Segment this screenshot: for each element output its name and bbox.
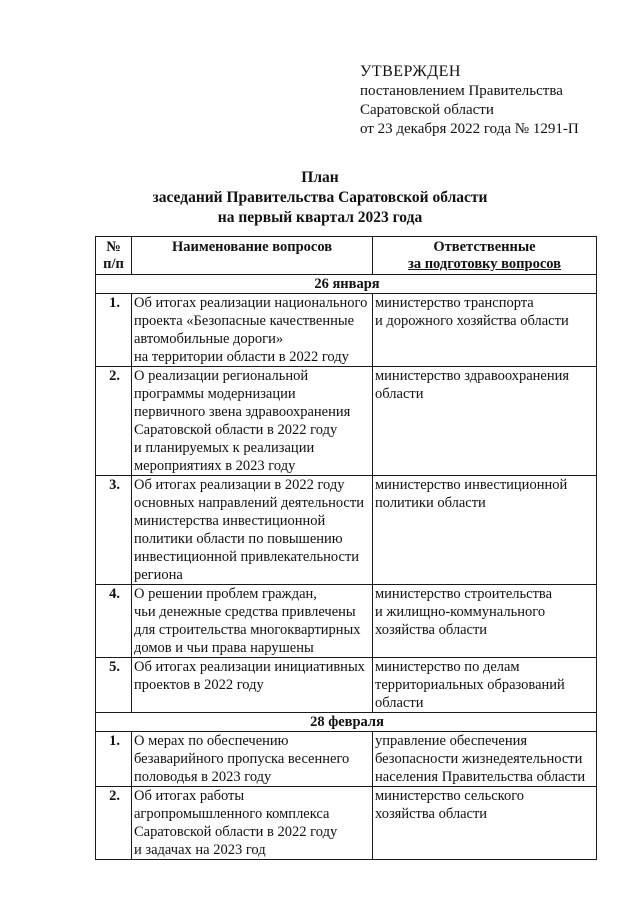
- row-responsible: министерство строительства и жилищно-коммунального хозяйства области: [373, 585, 597, 658]
- approval-line-3: от 23 декабря 2022 года № 1291-П: [360, 121, 579, 137]
- date-section-row: [96, 275, 597, 294]
- header-number: № п/п: [96, 237, 132, 275]
- row-responsible: министерство транспорта и дорожного хозяйства области: [373, 294, 597, 367]
- row-issue-name: О реализации региональной программы модернизации первичного звена здравоохранения Саратовской области в 2022 году и планируемых к реализации мероприятиях в 2023 году: [132, 367, 373, 476]
- section-date: 28 февраля: [96, 713, 597, 732]
- document-title: [0, 168, 640, 228]
- row-number: 5.: [96, 658, 132, 713]
- table-header-row: [96, 237, 597, 275]
- row-number: 1.: [96, 732, 132, 787]
- row-issue-name: О мерах по обеспечению безаварийного пропуска весеннего половодья в 2023 году: [132, 732, 373, 787]
- table-row: [96, 476, 597, 585]
- row-issue-name: О решении проблем граждан, чьи денежные средства привлечены для строительства многоквартирных домов и чьи права нарушены: [132, 585, 373, 658]
- table-row: [96, 658, 597, 713]
- plan-table: [95, 236, 597, 860]
- approval-line-1: постановлением Правительства: [360, 83, 563, 99]
- row-responsible: министерство сельского хозяйства области: [373, 787, 597, 860]
- table-row: [96, 787, 597, 860]
- approval-heading: УТВЕРЖДЕН: [360, 63, 461, 80]
- approval-line-2: Саратовской области: [360, 102, 494, 118]
- table-row: [96, 732, 597, 787]
- header-responsible: [373, 237, 597, 275]
- approval-block: [360, 62, 579, 139]
- row-responsible: министерство здравоохранения области: [373, 367, 597, 476]
- title-line-3: на первый квартал 2023 года: [217, 209, 423, 226]
- header-responsible-line-1: Ответственные: [433, 239, 536, 255]
- date-section-row: [96, 713, 597, 732]
- row-issue-name: Об итогах работы агропромышленного комплекса Саратовской области в 2022 году и задачах на 2023 год: [132, 787, 373, 860]
- row-issue-name: Об итогах реализации национального проекта «Безопасные качественные автомобильные дороги» на территории области в 2022 году: [132, 294, 373, 367]
- table-row: [96, 585, 597, 658]
- row-issue-name: Об итогах реализации инициативных проектов в 2022 году: [132, 658, 373, 713]
- header-name: Наименование вопросов: [132, 237, 373, 275]
- row-number: 1.: [96, 294, 132, 367]
- row-number: 3.: [96, 476, 132, 585]
- table-row: [96, 294, 597, 367]
- title-line-2: заседаний Правительства Саратовской области: [152, 189, 488, 206]
- row-responsible: министерство инвестиционной политики области: [373, 476, 597, 585]
- section-date: 26 января: [96, 275, 597, 294]
- plan-table-body: [96, 275, 597, 860]
- title-line-1: План: [301, 169, 339, 186]
- row-number: 4.: [96, 585, 132, 658]
- header-responsible-line-2: за подготовку вопросов: [408, 256, 561, 272]
- row-number: 2.: [96, 787, 132, 860]
- table-row: [96, 367, 597, 476]
- row-issue-name: Об итогах реализации в 2022 году основных направлений деятельности министерства инвестиционной политики области по повышению инвестиционной привлекательности региона: [132, 476, 373, 585]
- row-responsible: министерство по делам территориальных образований области: [373, 658, 597, 713]
- row-responsible: управление обеспечения безопасности жизнедеятельности населения Правительства области: [373, 732, 597, 787]
- row-number: 2.: [96, 367, 132, 476]
